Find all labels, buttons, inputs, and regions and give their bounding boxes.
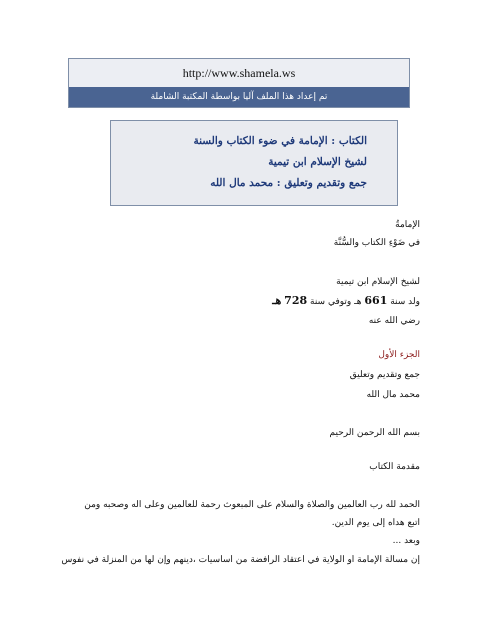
compiled-line: جمع وتقديم وتعليق xyxy=(349,370,420,380)
paragraph-line-4: إن مسألة الإمامة أو الولاية في اعتقاد الرافضة من أساسيات ،دينهم وإن لها من المنزلة في نفوس xyxy=(61,555,420,565)
hijri-suffix: هـ xyxy=(272,294,282,307)
paragraph-line-1: الحمد لله رب العالمين والصلاة والسلام على المبعوث رحمة للعالمين وعلى آله وصحبه ومن xyxy=(84,500,420,510)
book-author: لشيخ الإسلام ابن تيمية xyxy=(268,156,367,168)
subtitle-line: في ضَوْءِ الكتاب والسُّنَّة xyxy=(333,238,420,248)
book-title: الكتاب : الإمامة في ضوء الكتاب والسنة xyxy=(193,135,367,147)
basmala: بسم الله الرحمن الرحيم xyxy=(329,428,420,438)
book-title-box xyxy=(110,120,398,206)
born-year: 661 xyxy=(364,294,388,307)
part-heading: الجزء الأول xyxy=(378,350,420,360)
born-label: ولد سنة xyxy=(390,297,420,307)
author-line: لشيخ الإسلام ابن تيمية xyxy=(336,277,420,287)
generated-note: تم إعداد هذا الملف آليا بواسطة المكتبة الشاملة xyxy=(69,87,409,107)
book-compiler: جمع وتقديم وتعليق : محمد مال الله xyxy=(210,177,367,189)
site-url-link[interactable]: http://www.shamela.ws xyxy=(69,59,409,87)
died-label: هـ وتوفي سنة xyxy=(310,297,362,307)
died-year: 728 xyxy=(284,294,308,307)
radi-line: رضي الله عنه xyxy=(368,316,420,326)
header-box xyxy=(68,58,410,108)
compiler-line: محمد مال الله xyxy=(366,390,420,400)
intro-heading: مقدمة الكتاب xyxy=(369,462,420,472)
imama-heading: الإمامةُ xyxy=(395,220,420,230)
paragraph-line-3: وبعد ... xyxy=(392,536,420,546)
paragraph-line-2: اتبع هداه إلى يوم الدين. xyxy=(331,518,420,528)
dates-line xyxy=(272,294,420,307)
